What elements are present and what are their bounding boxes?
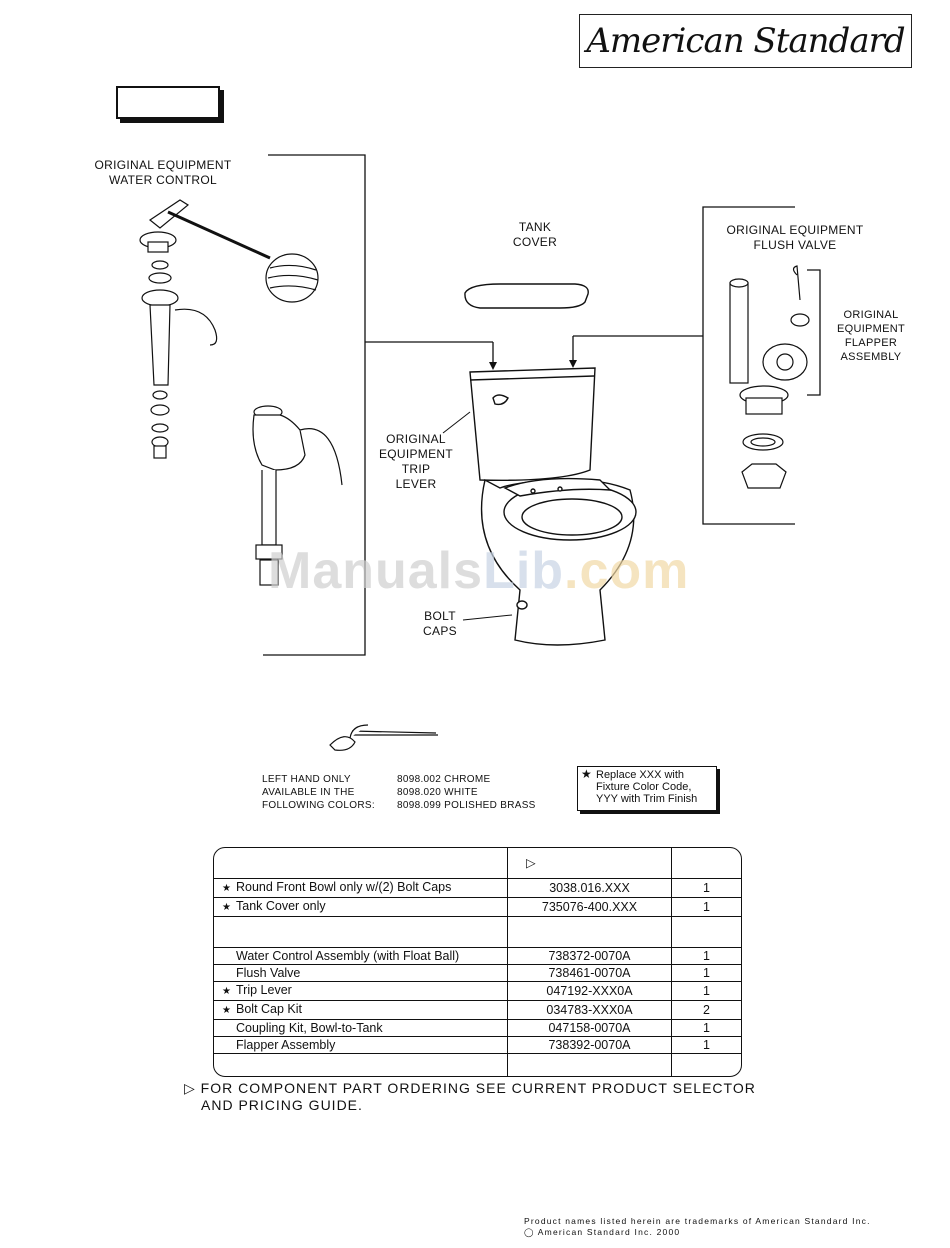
copyright-text: Product names listed herein are trademarks of American Standard Inc. ◯ American Standard Inc. 2000 xyxy=(524,1216,871,1237)
water-control-label: ORIGINAL EQUIPMENT WATER CONTROL xyxy=(94,158,232,187)
flapper-assembly-label: ORIGINAL EQUIPMENT FLAPPER ASSEMBLY xyxy=(836,309,906,363)
table-row: Coupling Kit, Bowl-to-Tank 047158-0070A 1 xyxy=(214,1020,741,1037)
star-icon: ★ xyxy=(222,883,231,894)
table-row: Water Control Assembly (with Float Ball) 738372-0070A 1 xyxy=(214,947,741,965)
table-header-row xyxy=(214,848,741,878)
replace-code-note: ★ Replace XXX with Fixture Color Code, YYY with Trim Finish xyxy=(577,766,717,811)
table-row: ★ Trip Lever 047192-XXX0A 1 xyxy=(214,982,741,1001)
table-row: Flush Valve 738461-0070A 1 xyxy=(214,965,741,982)
lever-color-list: 8098.002 CHROME 8098.020 WHITE 8098.099 POLISHED BRASS xyxy=(397,774,536,811)
star-icon: ★ xyxy=(222,902,231,913)
table-row: ★ Tank Cover only 735076-400.XXX 1 xyxy=(214,898,741,917)
parts-table xyxy=(213,847,742,1077)
brand-logo-text: American Standard xyxy=(586,21,905,61)
star-icon: ★ xyxy=(222,986,231,997)
lever-availability-text: LEFT HAND ONLY AVAILABLE IN THE FOLLOWING COLORS: xyxy=(262,774,375,811)
table-row: ★ Round Front Bowl only w/(2) Bolt Caps 3038.016.XXX 1 xyxy=(214,878,741,898)
ordering-note: ▷ FOR COMPONENT PART ORDERING SEE CURRENT PRODUCT SELECTOR AND PRICING GUIDE. xyxy=(184,1080,756,1113)
triangle-marker-icon: ▷ xyxy=(184,1080,196,1096)
trip-lever-illustration xyxy=(330,725,438,750)
star-icon: ★ xyxy=(581,767,592,781)
tank-cover-illustration xyxy=(465,284,588,308)
tank-cover-label: TANK COVER xyxy=(512,220,558,249)
triangle-marker-icon: ▷ xyxy=(526,856,536,870)
table-spacer-row xyxy=(214,1054,741,1076)
star-icon: ★ xyxy=(222,1005,231,1016)
trip-lever-label: ORIGINAL EQUIPMENT TRIP LEVER xyxy=(378,432,454,491)
toilet-illustration xyxy=(470,368,636,645)
flush-valve-illustration xyxy=(730,266,809,488)
table-row: ★ Bolt Cap Kit 034783-XXX0A 2 xyxy=(214,1001,741,1020)
flush-valve-label: ORIGINAL EQUIPMENT FLUSH VALVE xyxy=(726,223,864,252)
table-row: Flapper Assembly 738392-0070A 1 xyxy=(214,1037,741,1054)
table-spacer-row xyxy=(214,917,741,947)
water-control-illustration xyxy=(140,200,342,585)
watermark: ManualsLib.com xyxy=(268,542,690,600)
bolt-caps-label: BOLT CAPS xyxy=(423,609,457,638)
